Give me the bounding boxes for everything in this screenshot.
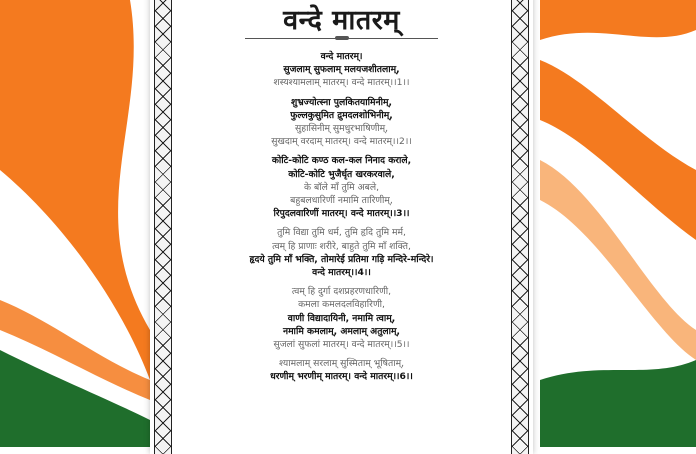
verse-line: तुमि विद्या तुमि धर्म, तुमि हृदि तुमि मर्म, [277,227,406,239]
page-title: वन्दे मातरम् [283,5,400,36]
green-wave-right [540,360,696,447]
verse-line: त्वम् हि दुर्गा दशप्रहरणधारिणी, [291,286,392,298]
verse-line: वन्दे मातरम्। [320,51,363,62]
verse-block [180,50,503,390]
verse-line: शुभ्रज्योत्स्ना पुलकितयामिनीम्, [291,96,392,108]
verse-line: नमामि कमलाम्, अमलाम् अतुलाम्, [282,325,401,337]
verse-line: धरणीम् भरणीम् मातरम्। वन्दे मातरम्।।6।। [270,371,413,383]
verse-line: श्यामलाम् सरलाम् सुस्मिताम् भूषिताम्, [279,358,404,370]
verse-line: सुहासिनीम् सुमधुरभाषिणीम्, [294,123,389,135]
anthem-paper [150,0,533,454]
verse-line: वन्दे मातरम्।।4।। [312,267,371,279]
stanza-5 [180,285,503,351]
verse-line: के बॉले माँ तुमि अबले, [304,181,379,193]
verse-line: रिपुदलवारिणीं मातरम्। वन्दे मातरम्।।3।। [273,208,410,220]
verse-line: फुल्लकुसुमित द्रुमदलशोभिनीम्, [290,109,393,121]
verse-line: सुखदाम् वरदाम् मातरम्। वन्दे मातरम्।।2।। [271,136,412,148]
stanza-4 [180,226,503,279]
verse-line: कोटि-कोटि भुजैर्धृत खरकरवाले, [288,168,395,180]
saffron-wave-right [540,0,696,40]
verse-line: कमला कमलदलविहारिणी, [298,299,385,311]
title-divider [245,38,438,39]
verse-line: हृदये तुमि माँ भक्ति, तोमारेई प्रतिमा गड़ि मन्दिरे-मन्दिरे। [249,253,434,265]
decorative-border-left [154,0,172,454]
stanza-2 [180,96,503,149]
verse-line: बहुबलधारिणीं नमामि तारिणीम्, [290,195,393,207]
verse-line: सुजलाम् सुफलाम् मलयजशीतलाम्, [283,64,400,76]
stanza-1 [180,50,503,90]
decorative-border-right [511,0,529,454]
verse-line: शस्यश्यामलाम् मातरम्। वन्दे मातरम्।।1।। [273,77,410,89]
stanza-3 [180,154,503,220]
verse-line: वाणी विद्यादायिनी, नमामि त्वाम्, [287,312,396,324]
verse-line: सुजलां सुफलां मातरम्। वन्दे मातरम्।।5।। [273,339,410,351]
stanza-6 [180,357,503,383]
verse-line: कोटि-कोटि कण्ठ कल-कल निनाद कराले, [271,155,412,167]
verse-line: त्वम् हि प्राणाः शरीरे, बाहुते तुमि माँ शक्ति, [272,240,411,252]
